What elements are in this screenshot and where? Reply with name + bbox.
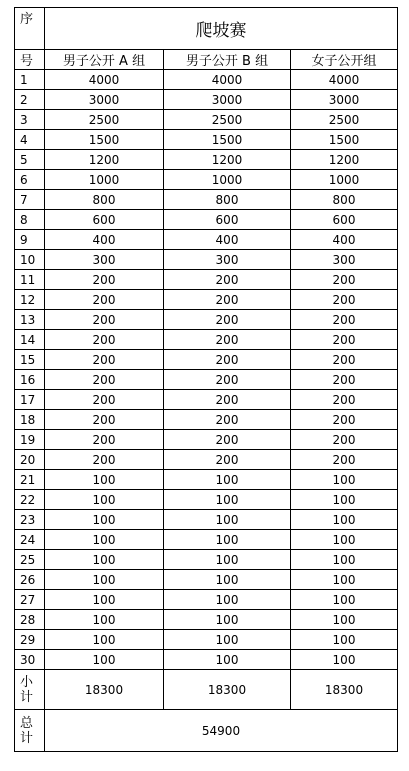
prize-men-b: 100 — [164, 490, 291, 510]
row-index: 27 — [15, 590, 45, 610]
row-index: 17 — [15, 390, 45, 410]
prize-women: 1200 — [291, 150, 398, 170]
subtotal-women: 18300 — [291, 670, 398, 710]
prize-men-b: 200 — [164, 430, 291, 450]
subtotal-label — [15, 670, 45, 710]
prize-men-a: 300 — [45, 250, 164, 270]
prize-women: 100 — [291, 570, 398, 590]
row-index: 23 — [15, 510, 45, 530]
column-header-men-a: 男子公开 A 组 — [45, 50, 164, 70]
prize-men-b: 100 — [164, 590, 291, 610]
table-row — [15, 450, 398, 470]
prize-women: 200 — [291, 290, 398, 310]
prize-men-a: 200 — [45, 410, 164, 430]
table-row — [15, 210, 398, 230]
prize-men-a: 200 — [45, 290, 164, 310]
table-row — [15, 510, 398, 530]
row-index: 10 — [15, 250, 45, 270]
table-row — [15, 90, 398, 110]
row-index: 9 — [15, 230, 45, 250]
prize-women: 300 — [291, 250, 398, 270]
prize-men-b: 200 — [164, 370, 291, 390]
table-row — [15, 430, 398, 450]
prize-men-b: 200 — [164, 450, 291, 470]
index-header-top: 序 — [20, 12, 34, 27]
prize-women: 100 — [291, 610, 398, 630]
table-row — [15, 590, 398, 610]
total-value: 54900 — [45, 710, 398, 752]
subtotal-row — [15, 670, 398, 710]
prize-women: 100 — [291, 530, 398, 550]
prize-men-b: 100 — [164, 630, 291, 650]
table-row — [15, 650, 398, 670]
prize-men-b: 1000 — [164, 170, 291, 190]
prize-men-b: 600 — [164, 210, 291, 230]
table-title: 爬坡赛 — [45, 8, 398, 50]
prize-men-a: 100 — [45, 530, 164, 550]
table-row — [15, 390, 398, 410]
row-index: 6 — [15, 170, 45, 190]
prize-women: 600 — [291, 210, 398, 230]
prize-men-b: 4000 — [164, 70, 291, 90]
table-row — [15, 410, 398, 430]
prize-men-b: 200 — [164, 290, 291, 310]
prize-men-a: 100 — [45, 510, 164, 530]
prize-men-b: 100 — [164, 550, 291, 570]
total-label — [15, 710, 45, 752]
prize-men-b: 400 — [164, 230, 291, 250]
subtotal-men-b: 18300 — [164, 670, 291, 710]
prize-men-a: 100 — [45, 490, 164, 510]
prize-women: 100 — [291, 490, 398, 510]
prize-men-a: 200 — [45, 430, 164, 450]
table-row — [15, 610, 398, 630]
prize-men-b: 300 — [164, 250, 291, 270]
prize-men-b: 800 — [164, 190, 291, 210]
prize-women: 1000 — [291, 170, 398, 190]
prize-men-b: 100 — [164, 650, 291, 670]
prize-women: 100 — [291, 630, 398, 650]
table-row — [15, 570, 398, 590]
prize-women: 100 — [291, 650, 398, 670]
total-label-bottom: 计 — [20, 730, 34, 746]
table-row — [15, 270, 398, 290]
row-index: 5 — [15, 150, 45, 170]
prize-women: 100 — [291, 550, 398, 570]
table-row — [15, 370, 398, 390]
prize-table-body — [15, 8, 398, 752]
row-index: 15 — [15, 350, 45, 370]
prize-men-a: 800 — [45, 190, 164, 210]
column-header-women: 女子公开组 — [291, 50, 398, 70]
prize-men-a: 600 — [45, 210, 164, 230]
prize-men-b: 200 — [164, 310, 291, 330]
table-row — [15, 290, 398, 310]
prize-men-a: 100 — [45, 650, 164, 670]
prize-men-a: 200 — [45, 330, 164, 350]
row-index: 21 — [15, 470, 45, 490]
subtotal-label-bottom: 计 — [20, 689, 34, 705]
row-index: 24 — [15, 530, 45, 550]
prize-men-b: 200 — [164, 330, 291, 350]
row-index: 8 — [15, 210, 45, 230]
prize-men-b: 100 — [164, 510, 291, 530]
table-row — [15, 250, 398, 270]
prize-men-a: 1200 — [45, 150, 164, 170]
prize-men-b: 100 — [164, 610, 291, 630]
prize-men-a: 200 — [45, 310, 164, 330]
prize-men-a: 1500 — [45, 130, 164, 150]
row-index: 12 — [15, 290, 45, 310]
prize-men-a: 200 — [45, 370, 164, 390]
row-index: 7 — [15, 190, 45, 210]
prize-men-a: 200 — [45, 390, 164, 410]
prize-men-b: 200 — [164, 390, 291, 410]
table-row — [15, 190, 398, 210]
prize-men-a: 3000 — [45, 90, 164, 110]
prize-men-a: 100 — [45, 610, 164, 630]
table-row — [15, 110, 398, 130]
row-index: 16 — [15, 370, 45, 390]
table-row — [15, 330, 398, 350]
table-row — [15, 130, 398, 150]
prize-men-a: 100 — [45, 570, 164, 590]
prize-men-b: 1500 — [164, 130, 291, 150]
prize-women: 100 — [291, 590, 398, 610]
prize-men-b: 2500 — [164, 110, 291, 130]
prize-men-a: 200 — [45, 270, 164, 290]
prize-women: 2500 — [291, 110, 398, 130]
prize-men-b: 3000 — [164, 90, 291, 110]
subtotal-label-top: 小 — [20, 674, 34, 690]
row-index: 1 — [15, 70, 45, 90]
prize-women: 200 — [291, 370, 398, 390]
table-row — [15, 150, 398, 170]
column-header-row — [15, 50, 398, 70]
prize-men-a: 200 — [45, 450, 164, 470]
table-row — [15, 310, 398, 330]
prize-men-b: 1200 — [164, 150, 291, 170]
prize-men-b: 200 — [164, 270, 291, 290]
prize-men-a: 100 — [45, 550, 164, 570]
prize-women: 200 — [291, 270, 398, 290]
row-index: 26 — [15, 570, 45, 590]
prize-men-a: 4000 — [45, 70, 164, 90]
row-index: 13 — [15, 310, 45, 330]
prize-table — [14, 7, 398, 752]
table-row — [15, 350, 398, 370]
prize-men-a: 400 — [45, 230, 164, 250]
prize-women: 200 — [291, 330, 398, 350]
table-row — [15, 470, 398, 490]
prize-men-a: 100 — [45, 630, 164, 650]
total-row — [15, 710, 398, 752]
row-index: 25 — [15, 550, 45, 570]
row-index: 11 — [15, 270, 45, 290]
prize-men-a: 1000 — [45, 170, 164, 190]
prize-men-b: 200 — [164, 410, 291, 430]
table-row — [15, 230, 398, 250]
subtotal-men-a: 18300 — [45, 670, 164, 710]
row-index: 20 — [15, 450, 45, 470]
prize-women: 200 — [291, 430, 398, 450]
total-label-top: 总 — [20, 715, 34, 731]
index-header-bottom: 号 — [15, 50, 45, 70]
column-header-men-b: 男子公开 B 组 — [164, 50, 291, 70]
row-index: 14 — [15, 330, 45, 350]
row-index: 18 — [15, 410, 45, 430]
row-index: 30 — [15, 650, 45, 670]
row-index: 28 — [15, 610, 45, 630]
index-header-top-cell — [15, 8, 45, 50]
prize-men-a: 100 — [45, 470, 164, 490]
prize-women: 3000 — [291, 90, 398, 110]
prize-women: 200 — [291, 310, 398, 330]
prize-men-a: 2500 — [45, 110, 164, 130]
table-row — [15, 490, 398, 510]
prize-women: 100 — [291, 470, 398, 490]
title-row — [15, 8, 398, 50]
prize-women: 200 — [291, 350, 398, 370]
row-index: 3 — [15, 110, 45, 130]
prize-women: 200 — [291, 410, 398, 430]
table-row — [15, 530, 398, 550]
prize-women: 800 — [291, 190, 398, 210]
prize-women: 400 — [291, 230, 398, 250]
row-index: 19 — [15, 430, 45, 450]
row-index: 29 — [15, 630, 45, 650]
prize-men-b: 100 — [164, 470, 291, 490]
table-row — [15, 170, 398, 190]
row-index: 2 — [15, 90, 45, 110]
prize-women: 1500 — [291, 130, 398, 150]
table-row — [15, 550, 398, 570]
prize-men-a: 100 — [45, 590, 164, 610]
prize-women: 200 — [291, 450, 398, 470]
row-index: 4 — [15, 130, 45, 150]
prize-men-b: 200 — [164, 350, 291, 370]
prize-men-b: 100 — [164, 530, 291, 550]
prize-women: 200 — [291, 390, 398, 410]
prize-women: 100 — [291, 510, 398, 530]
row-index: 22 — [15, 490, 45, 510]
table-row — [15, 630, 398, 650]
prize-men-b: 100 — [164, 570, 291, 590]
table-row — [15, 70, 398, 90]
prize-women: 4000 — [291, 70, 398, 90]
prize-men-a: 200 — [45, 350, 164, 370]
